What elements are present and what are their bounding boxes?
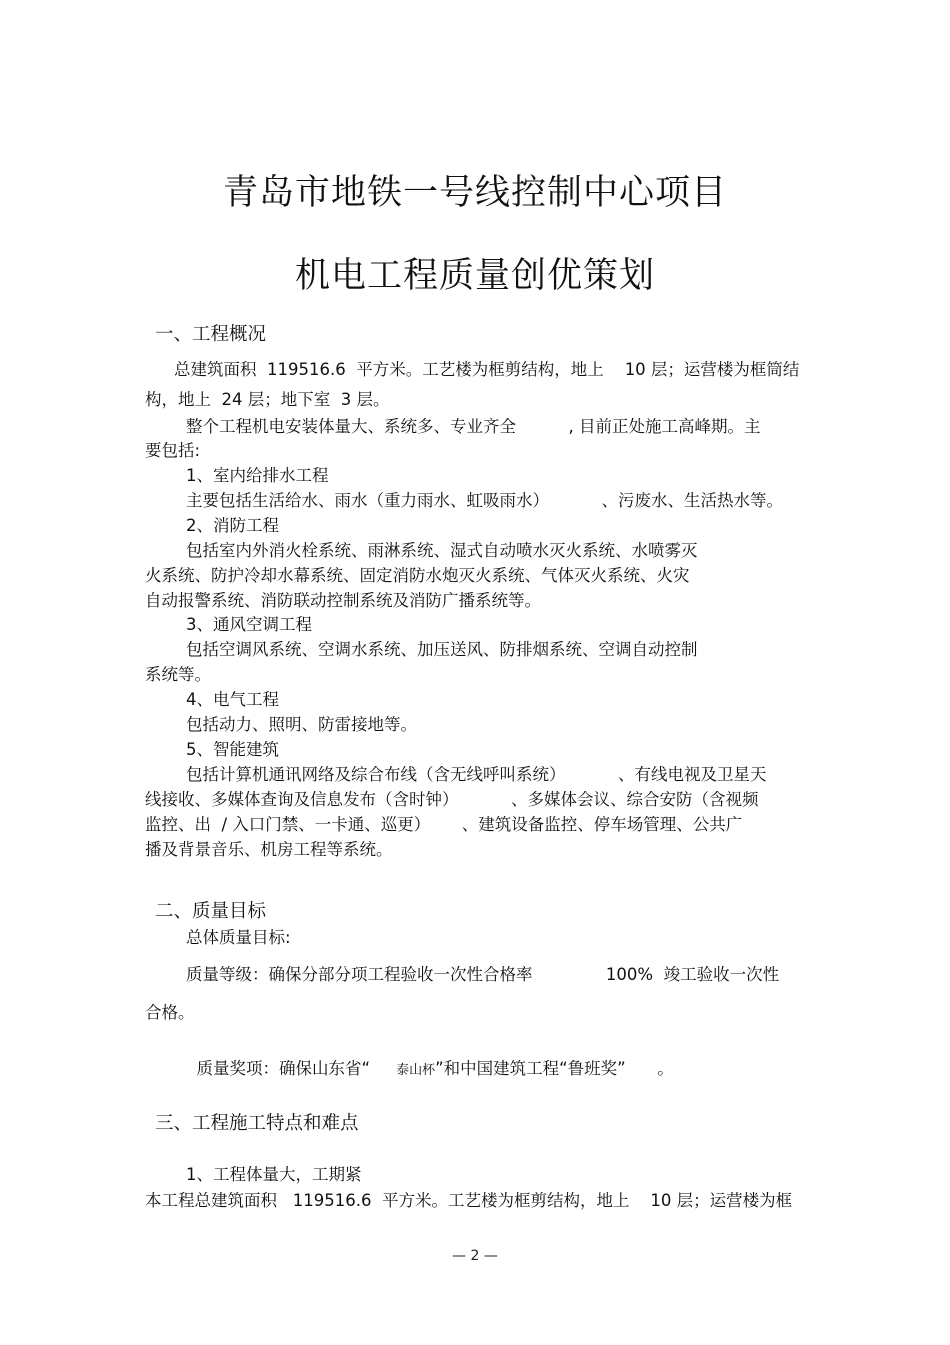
section1-text-line: 包括空调风系统、空调水系统、加压送风、防排烟系统、空调自动控制	[186, 640, 698, 659]
page-number: — 2 —	[452, 1248, 498, 1264]
list-item-heading: 2、消防工程	[186, 516, 279, 535]
award-suffix: ”和中国建筑工程“鲁班奖” 。	[435, 1059, 674, 1078]
section1-text-line: 自动报警系统、消防联动控制系统及消防广播系统等。	[145, 591, 541, 610]
section1-heading: 一、工程概况	[155, 324, 267, 345]
section2-heading: 二、质量目标	[155, 901, 267, 922]
section3-text-line: 本工程总建筑面积 119516.6 平方米。工艺楼为框剪结构，地上 10 层；运营楼为框	[145, 1191, 793, 1210]
list-item-heading: 3、通风空调工程	[186, 615, 312, 634]
section1-text-line: 要包括:	[145, 441, 201, 460]
section2-text-line: 总体质量目标:	[186, 928, 291, 947]
section1-text-line: 包括室内外消火栓系统、雨淋系统、湿式自动喷水灭火系统、水喷雾灭	[186, 541, 698, 560]
section1-text-line: 监控、出 / 入口门禁、一卡通、巡更） 、建筑设备监控、停车场管理、公共广	[145, 815, 743, 834]
section1-text-line: 整个工程机电安装体量大、系统多、专业齐全 , 目前正处施工高峰期。主	[186, 417, 761, 436]
list-item-heading: 4、电气工程	[186, 690, 279, 709]
award-prefix: 质量奖项：确保山东省“	[196, 1059, 371, 1078]
award-cup-name: 泰山杯	[396, 1063, 436, 1078]
section2-text-line: 质量等级：确保分部分项工程验收一次性合格率 100% 竣工验收一次性	[186, 965, 780, 984]
list-item-heading: 1、工程体量大，工期紧	[186, 1165, 362, 1184]
list-item-heading: 1、室内给排水工程	[186, 466, 329, 485]
section3-heading: 三、工程施工特点和难点	[155, 1113, 359, 1134]
section1-text-line: 总建筑面积 119516.6 平方米。工艺楼为框剪结构，地上 10 层；运营楼为框筒结	[174, 360, 800, 379]
document-title-line2: 机电工程质量创优策划	[294, 256, 655, 296]
section1-text-line: 构，地上 24 层；地下室 3 层。	[145, 390, 390, 409]
section2-text-line: 合格。	[145, 1003, 195, 1022]
section1-text-line: 主要包括生活给水、雨水（重力雨水、虹吸雨水） 、污废水、生活热水等。	[186, 491, 783, 510]
section1-text-line: 包括计算机通讯网络及综合布线（含无线呼叫系统） 、有线电视及卫星天	[186, 765, 767, 784]
section1-text-line: 系统等。	[145, 665, 211, 684]
section1-text-line: 包括动力、照明、防雷接地等。	[186, 715, 417, 734]
list-item-heading: 5、智能建筑	[186, 740, 279, 759]
document-title-line1: 青岛市地铁一号线控制中心项目	[222, 173, 727, 213]
section1-text-line: 火系统、防护冷却水幕系统、固定消防水炮灭火系统、气体灭火系统、火灾	[145, 566, 690, 585]
section1-text-line: 线接收、多媒体查询及信息发布（含时钟） 、多媒体会议、综合安防（含视频	[145, 790, 759, 809]
section1-text-line: 播及背景音乐、机房工程等系统。	[145, 840, 393, 859]
quality-award-line	[186, 1036, 674, 1079]
